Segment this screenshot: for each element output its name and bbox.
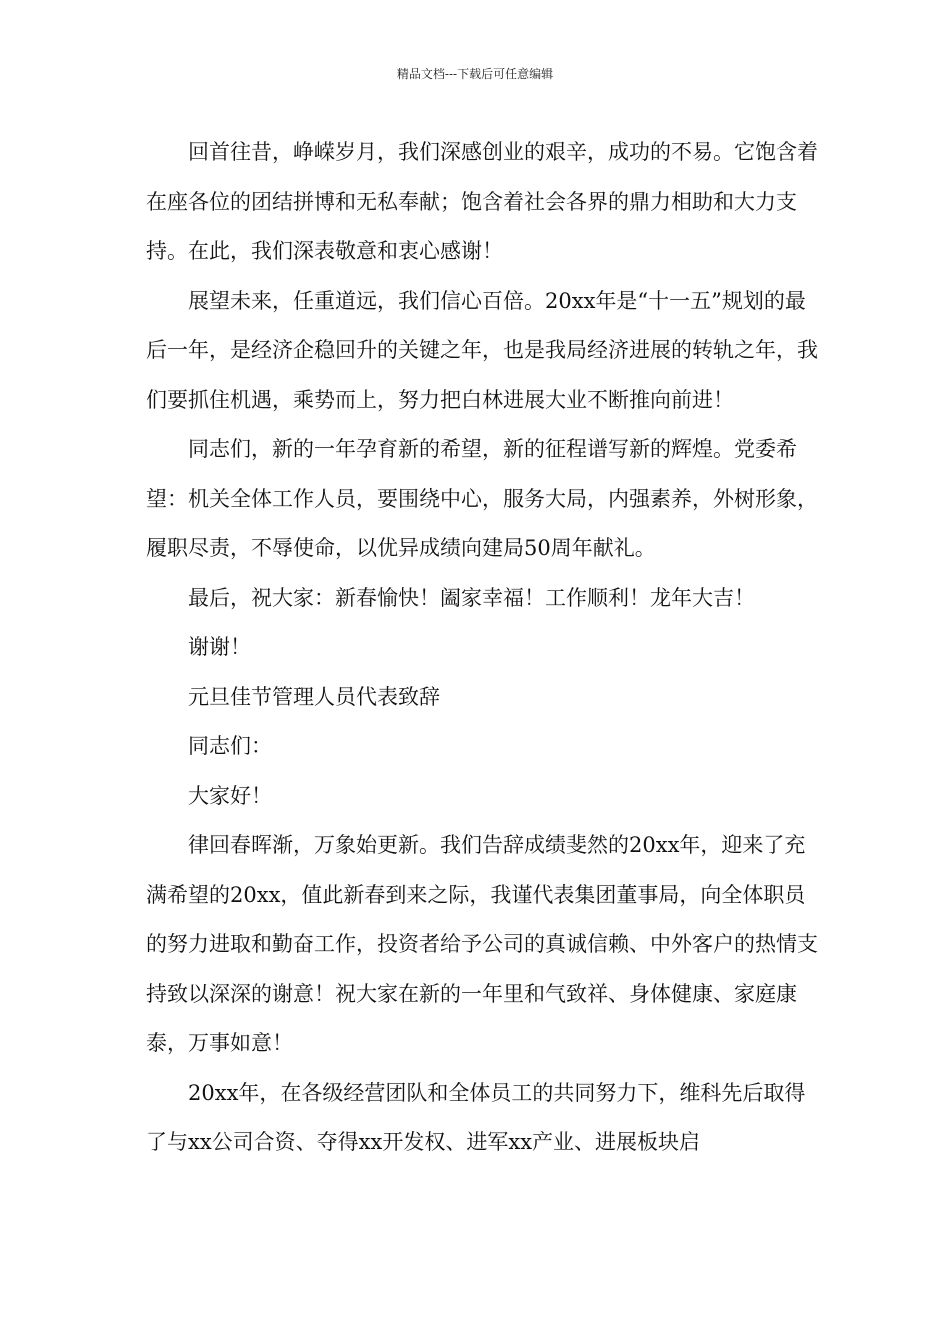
paragraph: 同志们，新的一年孕育新的希望，新的征程谱写新的辉煌。党委希望：机关全体工作人员，要围绕中心，服务大局，内强素养，外树形象，履职尽责，不辱使命，以优异成绩向建局50周年献礼。 [146, 437, 818, 560]
section-title: 元旦佳节管理人员代表致辞 [188, 684, 440, 709]
paragraph: 展望未来，任重道远，我们信心百倍。20xx年是“十一五”规划的最后一年，是经济企稳回升的关键之年，也是我局经济进展的转轨之年，我们要抓住机遇，乘势而上，努力把白林进展大业不断推向前进！ [146, 288, 818, 412]
salutation: 同志们： [188, 734, 272, 758]
page-header: 精品文档---下载后可任意编辑 [396, 67, 554, 81]
greeting: 大家好！ [188, 783, 272, 808]
document-body [146, 128, 826, 1168]
paragraph: 20xx年，在各级经营团队和全体员工的共同努力下，维科先后取得了与xx公司合资、夺得xx开发权、进军xx产业、进展板块启 [146, 1080, 806, 1154]
paragraph: 谢谢！ [188, 635, 251, 659]
paragraph: 律回春晖渐，万象始更新。我们告辞成绩斐然的20xx年，迎来了充满希望的20xx，值此新春到来之际，我谨代表集团董事局，向全体职员的努力进取和勤奋工作，投资者给予公司的真诚信赖、中外客户的热情支持致以深深的谢意！祝大家在新的一年里和气致祥、身体健康、家庭康泰，万事如意！ [146, 833, 818, 1055]
paragraph: 回首往昔，峥嵘岁月，我们深感创业的艰辛，成功的不易。它饱含着在座各位的团结拼博和无私奉献；饱含着社会各界的鼎力相助和大力支持。在此，我们深表敬意和衷心感谢！ [146, 140, 818, 263]
paragraph: 最后，祝大家：新春愉快！阖家幸福！工作顺利！龙年大吉！ [188, 585, 755, 610]
